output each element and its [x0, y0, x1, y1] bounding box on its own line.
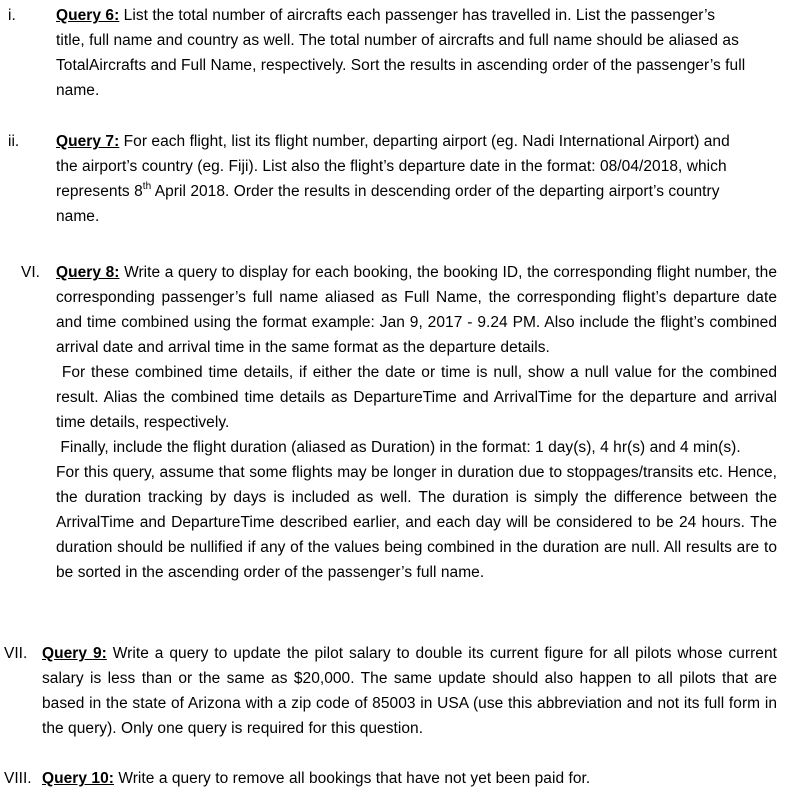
list-marker: ii. [8, 133, 20, 150]
list-marker: i. [8, 7, 16, 24]
query-description: Write a query to display for each booking, the booking ID, the corresponding flight number, the corresponding passenger’s full name aliased as Full Name, the corresponding flight’s departure date and time combined using the format example: Jan 9, 2017 - 9.24 PM. Also include the flight’s combined arrival date and arrival time in the same format as the departure details. [56, 264, 777, 356]
query-6-text [56, 3, 746, 103]
query-label: Query 10: [42, 770, 114, 787]
query-description: List the total number of aircrafts each passenger has travelled in. List the passenger’s title, full name and country as well. The total number of aircrafts and full name should be aliased as TotalAircrafts and Full Name, respectively. Sort the results in ascending order of the passenger’s full name. [56, 7, 746, 99]
list-marker: VI. [21, 264, 40, 281]
query-description: For each flight, list its flight number, departing airport (eg. Nadi International Airport) and the airport’s country (eg. Fiji). List also the flight’s departure date in the format: 08/04/2018, which represents 8 [56, 133, 730, 200]
ordinal-suffix: th [142, 180, 152, 192]
query-description: Write a query to update the pilot salary to double its current figure for all pilots whose current salary is less than or the same as $20,000. The same update should also happen to all pilots that are based in the state of Arizona with a zip code of 85003 in USA (use this abbreviation and not its full form in the query). Only one query is required for this question. [42, 645, 777, 737]
query-description: Write a query to remove all bookings that have not yet been paid for. [113, 770, 591, 787]
query-label: Query 8: [56, 264, 120, 281]
query-description-cont: April 2018. Order the results in descending order of the departing airport’s country name. [56, 183, 720, 225]
list-marker: VIII. [4, 770, 32, 787]
query-label: Query 9: [42, 645, 107, 662]
query-paragraph-4: For this query, assume that some flights may be longer in duration due to stoppages/transits etc. Hence, the duration tracking by days is included as well. The duration is simply the difference between the ArrivalTime and DepartureTime described earlier, and each day will be considered to be 24 hours. The duration should be nullified if any of the values being combined in the duration are null. All results are to be sorted in the ascending order of the passenger’s full name. [56, 464, 777, 581]
query-9-text [42, 641, 777, 741]
list-marker: VII. [4, 645, 28, 662]
query-paragraph-3: Finally, include the flight duration (aliased as Duration) in the format: 1 day(s), 4 hr(s) and 4 min(s). [56, 439, 741, 456]
query-8-text [56, 260, 782, 585]
query-label: Query 7: [56, 133, 120, 150]
query-7-text [56, 129, 746, 229]
query-label: Query 6: [56, 7, 120, 24]
query-paragraph-2: For these combined time details, if either the date or time is null, show a null value for the combined result. Alias the combined time details as DepartureTime and ArrivalTime for the departure and arrival time details, respectively. [56, 364, 782, 431]
query-10-text [42, 766, 777, 791]
